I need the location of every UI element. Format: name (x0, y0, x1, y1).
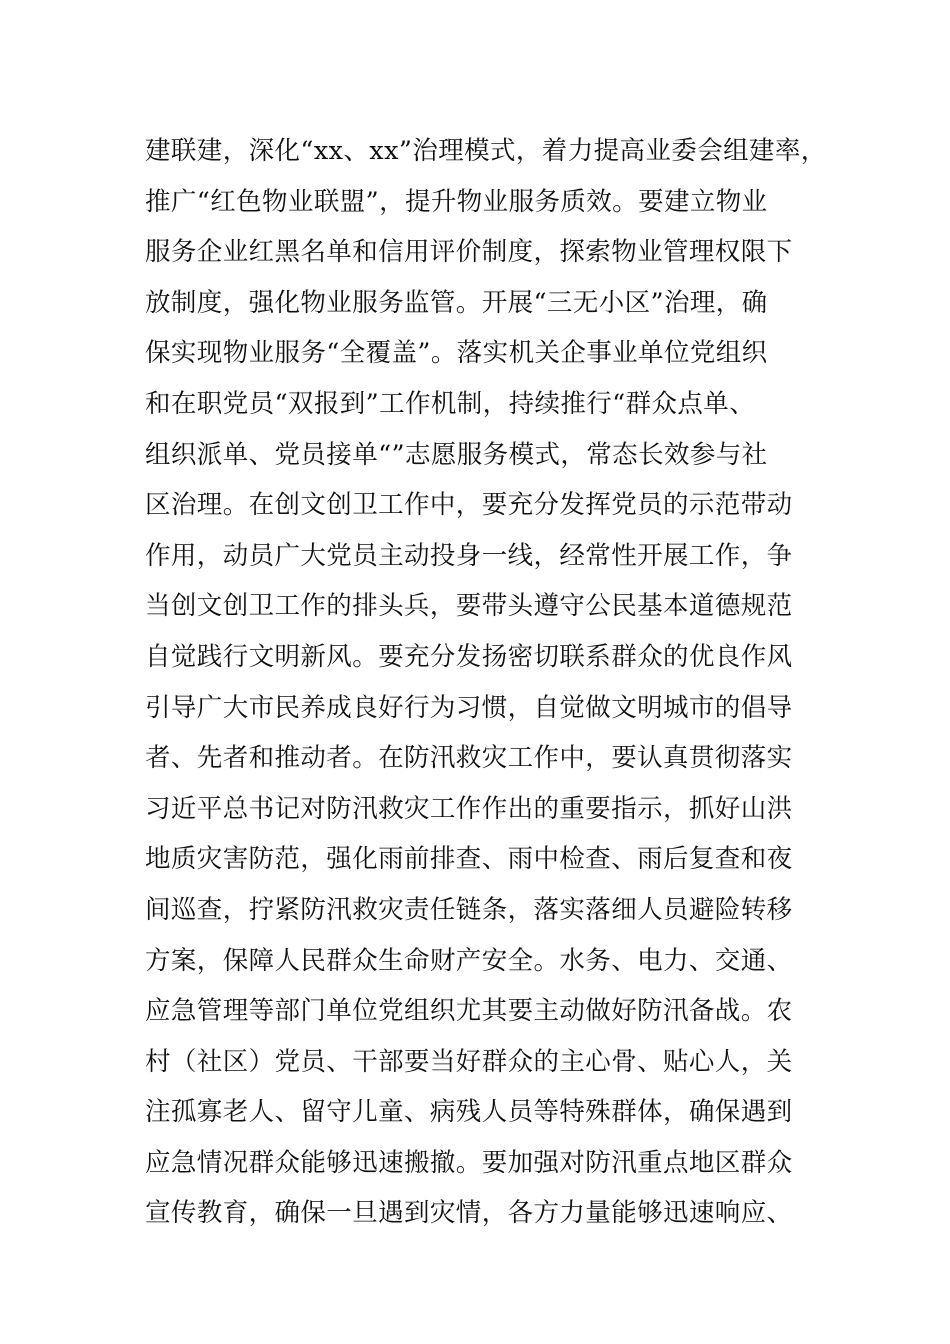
text-line-17: 方案，保障人民群众生命财产安全。水务、电力、交通、 (145, 945, 793, 976)
text-line-8: 区治理。在创文创卫工作中，要充分发挥党员的示范带动 (145, 490, 793, 521)
text-line-21: 应急情况群众能够迅速搬撤。要加强对防汛重点地区群众 (145, 1147, 793, 1178)
text-line-4: 放制度，强化物业服务监管。开展“三无小区”治理，确 (145, 287, 768, 318)
text-line-16: 间巡查，拧紧防汛救灾责任链条，落实落细人员避险转移 (145, 894, 793, 925)
text-line-15: 地质灾害防范，强化雨前排查、雨中检查、雨后复查和夜 (145, 844, 793, 875)
text-line-2: 推广“红色物业联盟”，提升物业服务质效。要建立物业 (145, 186, 768, 217)
text-line-14: 习近平总书记对防汛救灾工作作出的重要指示，抓好山洪 (145, 793, 793, 824)
text-line-5: 保实现物业服务“全覆盖”。落实机关企事业单位党组织 (145, 338, 768, 369)
text-line-6: 和在职党员“双报到”工作机制，持续推行“群众点单、 (145, 388, 756, 419)
text-line-7: 组织派单、党员接单“”志愿服务模式，常态长效参与社 (145, 439, 768, 470)
text-line-10: 当创文创卫工作的排头兵，要带头遵守公民基本道德规范 (145, 591, 793, 622)
text-line-12: 引导广大市民养成良好行为习惯，自觉做文明城市的倡导 (145, 692, 793, 723)
text-line-19: 村（社区）党员、干部要当好群众的主心骨、贴心人，关 (145, 1046, 793, 1077)
text-line-11: 自觉践行文明新风。要充分发扬密切联系群众的优良作风 (145, 641, 793, 672)
text-line-9: 作用，动员广大党员主动投身一线，经常性开展工作，争 (145, 540, 793, 571)
text-line-3: 服务企业红黑名单和信用评价制度，探索物业管理权限下 (145, 237, 793, 268)
text-line-18: 应急管理等部门单位党组织尤其要主动做好防汛备战。农 (145, 996, 793, 1027)
text-line-13: 者、先者和推动者。在防汛救灾工作中，要认真贯彻落实 (145, 743, 793, 774)
body-text (145, 126, 845, 1239)
text-line-22: 宣传教育，确保一旦遇到灾情，各方力量能够迅速响应、 (145, 1198, 793, 1229)
text-line-1: 建联建，深化“xx、xx”治理模式，着力提高业委会组建率， (145, 136, 827, 166)
text-line-20: 注孤寡老人、留守儿童、病残人员等特殊群体，确保遇到 (145, 1097, 793, 1128)
